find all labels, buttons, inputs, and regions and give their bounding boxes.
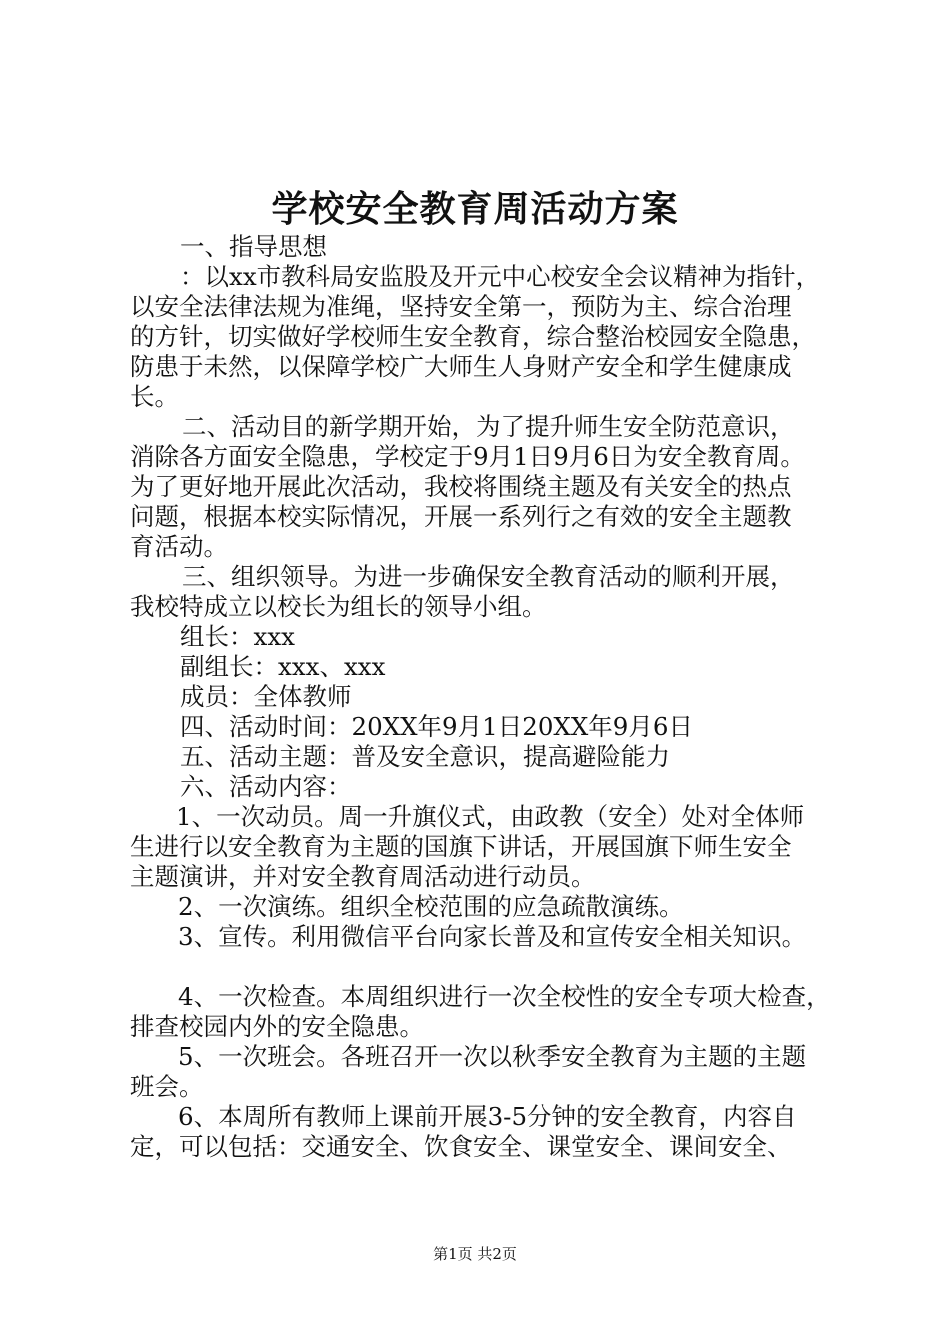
section-heading-activity-theme: 五、活动主题：普及安全意识，提高避险能力 xyxy=(180,742,670,771)
paragraph-line: ：以xx市教科局安监股及开元中心校安全会议精神为指针， xyxy=(180,262,821,291)
list-item-class-meeting: 5、一次班会。各班召开一次以秋季安全教育为主题的主题 xyxy=(178,1042,807,1071)
document-body xyxy=(130,232,846,1162)
section-heading-activity-purpose: 二、活动目的新学期开始，为了提升师生安全防范意识， xyxy=(182,412,795,441)
paragraph-line: 的方针，切实做好学校师生安全教育，综合整治校园安全隐患， xyxy=(130,322,816,351)
paragraph-line: 我校特成立以校长为组长的领导小组。 xyxy=(130,592,547,621)
section-heading-organization: 三、组织领导。为进一步确保安全教育活动的顺利开展， xyxy=(182,562,795,591)
paragraph-line: 防患于未然，以保障学校广大师生人身财产安全和学生健康成 xyxy=(130,352,792,381)
deputy-leader-line: 副组长：xxx、xxx xyxy=(180,652,386,681)
members-line: 成员：全体教师 xyxy=(180,682,352,711)
paragraph-line: 育活动。 xyxy=(130,532,228,561)
paragraph-line: 定，可以包括：交通安全、饮食安全、课堂安全、课间安全、 xyxy=(130,1132,792,1161)
paragraph-line: 班会。 xyxy=(130,1072,204,1101)
list-item-drill: 2、一次演练。组织全校范围的应急疏散演练。 xyxy=(178,892,684,921)
page-number-footer: 第1页 共2页 xyxy=(433,1245,517,1263)
list-item-inspection: 4、一次检查。本周组织进行一次全校性的安全专项大检查， xyxy=(178,982,831,1011)
blank-line xyxy=(130,952,846,982)
leader-line: 组长：xxx xyxy=(180,622,295,651)
section-heading-activity-time: 四、活动时间：20XX年9月1日20XX年9月6日 xyxy=(180,712,693,741)
paragraph-line: 以安全法律法规为准绳，坚持安全第一，预防为主、综合治理 xyxy=(130,292,792,321)
paragraph-line: 消除各方面安全隐患，学校定于9月1日9月6日为安全教育周。 xyxy=(130,442,805,471)
section-heading-guiding-ideology: 一、指导思想 xyxy=(180,232,327,261)
list-item-mobilization: 1、一次动员。周一升旗仪式，由政教（安全）处对全体师 xyxy=(176,802,805,831)
paragraph-line: 主题演讲，并对安全教育周活动进行动员。 xyxy=(130,862,596,891)
paragraph-line: 问题，根据本校实际情况，开展一系列行之有效的安全主题教 xyxy=(130,502,792,531)
paragraph-line: 生进行以安全教育为主题的国旗下讲话，开展国旗下师生安全 xyxy=(130,832,792,861)
paragraph-line: 为了更好地开展此次活动，我校将围绕主题及有关安全的热点 xyxy=(130,472,792,501)
list-item-publicity: 3、宣传。利用微信平台向家长普及和宣传安全相关知识。 xyxy=(178,922,807,951)
section-heading-activity-content: 六、活动内容： xyxy=(180,772,352,801)
list-item-safety-education: 6、本周所有教师上课前开展3-5分钟的安全教育，内容自 xyxy=(178,1102,797,1131)
document-title: 学校安全教育周活动方案 xyxy=(271,188,679,230)
paragraph-line: 长。 xyxy=(130,382,179,411)
paragraph-line: 排查校园内外的安全隐患。 xyxy=(130,1012,424,1041)
